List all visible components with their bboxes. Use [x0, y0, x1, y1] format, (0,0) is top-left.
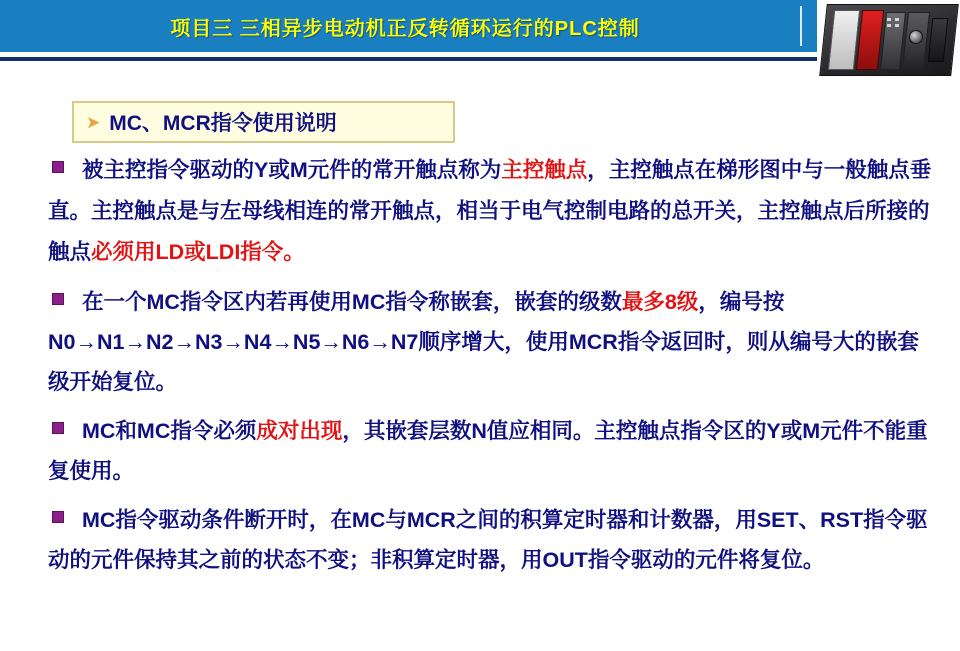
plc-led [895, 24, 899, 27]
paragraph-text: MC指令驱动条件断开时，在MC与MCR之间的积算定时器和计数器，用SET、RST指令驱动的元件保持其之前的状态不变；非积算定时器，用OUT指令驱动的元件将复位。 [48, 508, 928, 572]
paragraph-item [48, 282, 938, 402]
paragraph-item [48, 411, 938, 491]
page-title: 项目三 三相异步电动机正反转循环运行的PLC控制 [170, 17, 640, 40]
paragraph-item [48, 500, 938, 580]
header-underline-rule [0, 57, 960, 61]
section-title-label: MC、MCR指令使用说明 [109, 112, 337, 135]
plc-knob [909, 30, 923, 44]
square-bullet-icon [52, 293, 64, 305]
paragraph-item [48, 150, 938, 273]
paragraph-text: MC和MC指令必须成对出现，其嵌套层数N值应相同。主控触点指令区的Y或M元件不能重复使用。 [48, 419, 928, 483]
paragraph-text: 在一个MC指令区内若再使用MC指令称嵌套，嵌套的级数最多8级，编号按N0→N1→N2→N3→N4→N5→N6→N7顺序增大，使用MCR指令返回时，则从编号大的嵌套级开始复位。 [48, 290, 919, 394]
paragraph-text: 被主控指令驱动的Y或M元件的常开触点称为主控触点，主控触点在梯形图中与一般触点垂直。主控触点是与左母线相连的常开触点，相当于电气控制电路的总开关，主控触点后所接的触点必须用LD或LDI指令。 [48, 158, 932, 264]
plc-led [887, 24, 891, 27]
section-title-bar [72, 101, 455, 143]
square-bullet-icon [52, 511, 64, 523]
square-bullet-icon [52, 422, 64, 434]
square-bullet-icon [52, 161, 64, 173]
header-divider [800, 6, 802, 46]
plc-led [887, 18, 891, 21]
triangle-right-icon: ➤ [86, 112, 101, 132]
plc-led [895, 18, 899, 21]
plc-module-photo [817, 0, 960, 80]
content-body [48, 150, 938, 589]
